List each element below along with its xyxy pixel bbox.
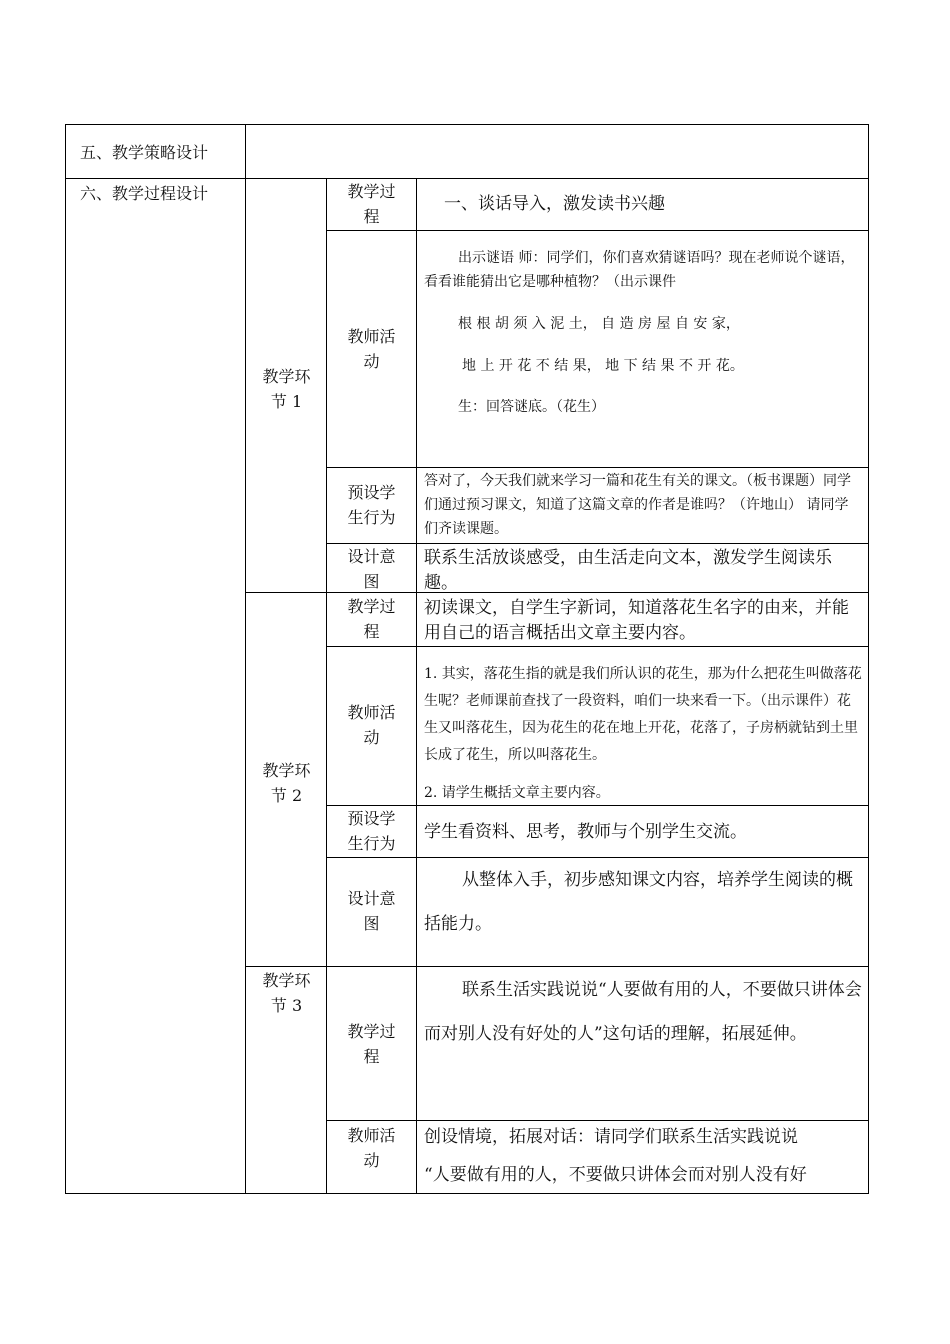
stage1-teacher-line1: 出示谜语 师：同学们，你们喜欢猜谜语吗？现在老师说个谜语，看看谁能猜出它是哪种植物？（出示课件	[424, 250, 855, 290]
stage1-teacher-content	[424, 246, 862, 419]
row-divider	[326, 467, 869, 468]
stage2-intent-text: 从整体入手，初步感知课文内容，培养学生阅读的概括能力。	[424, 870, 853, 934]
stage1-teacher-line2: 根 根 胡 须 入 泥 土， 自 造 房 屋 自 安 家，	[458, 316, 740, 332]
stage1-student-label: 预设学 生行为	[347, 483, 396, 527]
col-divider	[416, 178, 417, 1194]
stage2-process-text: 初读课文，自学生字新词，知道落花生名字的由来，并能用自己的语言概括出文章主要内容。	[424, 598, 849, 643]
row-divider	[65, 178, 869, 179]
stage3-teacher-line2: “人要做有用的人，不要做只讲体会而对别人没有好	[424, 1165, 807, 1185]
table-border-bottom	[65, 1193, 869, 1194]
stage3-process-label: 教学过 程	[347, 1022, 396, 1066]
stage2-teacher-item2: 2. 请学生概括文章主要内容。	[424, 785, 610, 801]
stage3-teacher-content	[424, 1124, 864, 1188]
stage2-process-label: 教学过 程	[347, 597, 396, 641]
stage2-intent-label: 设计意 图	[347, 889, 396, 933]
row-divider	[326, 646, 869, 647]
stage2-teacher-content	[424, 661, 864, 805]
stage2-student-text: 学生看资料、思考，教师与个别学生交流。	[424, 822, 747, 842]
stage1-intent-text: 联系生活放谈感受，由生活走向文本，激发学生阅读乐趣。	[424, 548, 832, 593]
col-divider	[245, 124, 246, 1194]
stage2-student-label: 预设学 生行为	[347, 809, 396, 853]
stage-divider	[245, 966, 869, 967]
stage1-teacher-line4: 生：回答谜底。（花生）	[458, 399, 605, 415]
section-five-label: 五、教学策略设计	[80, 143, 209, 162]
stage1-process-text: 一、谈话导入，激发读书兴趣	[444, 194, 665, 214]
stage3-name: 教学环 节 3	[262, 971, 311, 1015]
stage3-process-text: 联系生活实践说说“人要做有用的人，不要做只讲体会而对别人没有好处的人”这句话的理解，拓展延伸。	[424, 980, 862, 1044]
table-border-left	[65, 124, 66, 1194]
stage1-teacher-label: 教师活 动	[347, 327, 396, 371]
stage3-teacher-label: 教师活 动	[347, 1126, 396, 1170]
stage1-process-label: 教学过 程	[347, 182, 396, 226]
stage2-teacher-label: 教师活 动	[347, 703, 396, 747]
row-divider	[326, 1120, 869, 1121]
stage1-intent-label: 设计意 图	[347, 547, 396, 591]
stage3-teacher-line1: 创设情境，拓展对话：请同学们联系生活实践说说	[424, 1127, 798, 1147]
stage1-teacher-line3: 地 上 开 花 不 结 果， 地 下 结 果 不 开 花。	[462, 358, 744, 374]
section-six-label: 六、教学过程设计	[80, 184, 209, 203]
row-divider	[326, 230, 869, 231]
stage1-student-text: 答对了，今天我们就来学习一篇和花生有关的课文。（板书课题）同学们通过预习课文，知道了这篇文章的作者是谁吗？（许地山） 请同学们齐读课题。	[424, 473, 851, 537]
stage2-teacher-item1: 1. 其实，落花生指的就是我们所认识的花生，那为什么把花生叫做落花生呢？老师课前查找了一段资料，咱们一块来看一下。（出示课件）花生又叫落花生，因为花生的花在地上开花，花落了，子房柄就钻到土里长成了花生，所以叫落花生。	[424, 666, 862, 763]
table-border-top	[65, 124, 869, 125]
table-border-right	[868, 124, 869, 1194]
stage2-name: 教学环 节 2	[262, 761, 311, 805]
stage1-name: 教学环 节 1	[262, 367, 311, 411]
